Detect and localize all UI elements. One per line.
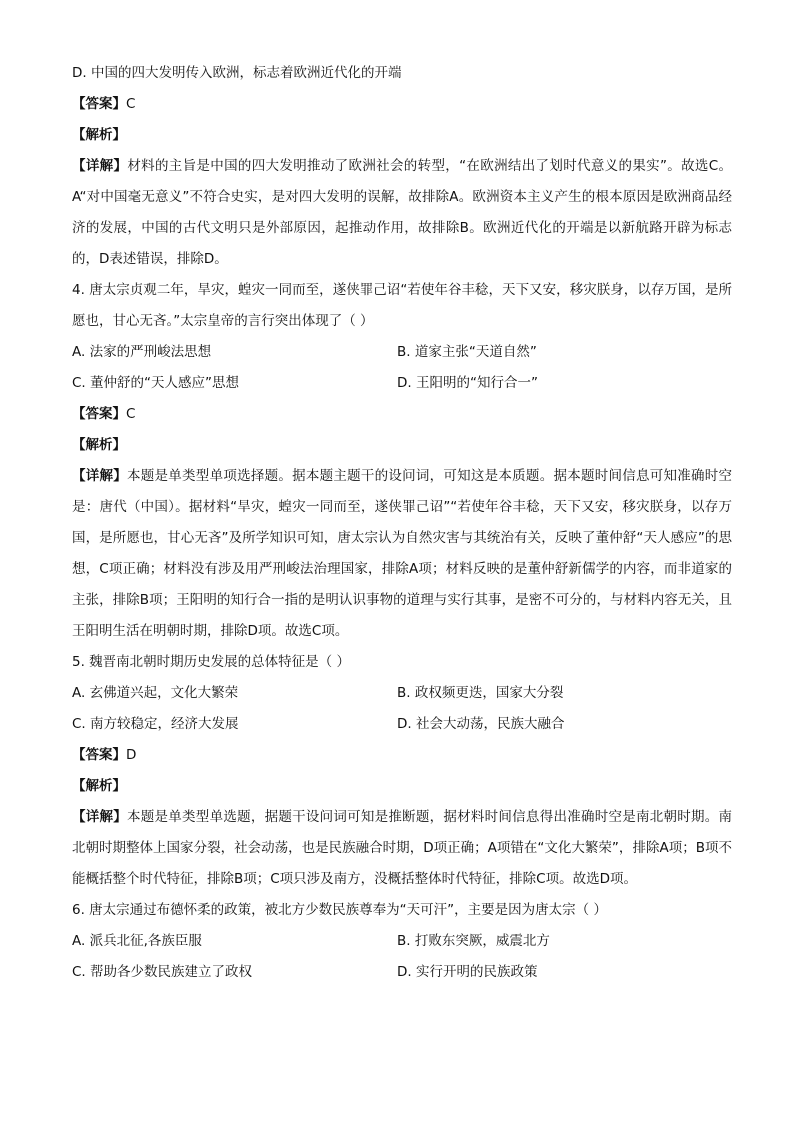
q5-options-row-2 [72, 709, 732, 740]
q5-analysis-tag [72, 771, 732, 802]
detail-text: 材料的主旨是中国的四大发明推动了欧洲社会的转型，“在欧洲结出了划时代意义的果实”。故选C。A“对中国毫无意义”不符合史实，是对四大发明的误解，故排除A。欧洲资本主义产生的根本原因是欧洲商品经济的发展，中国的古代文明只是外部原因，起推动作用，故排除B。欧洲近代化的开端是以新航路开辟为标志的，D表述错误，排除D。 [72, 158, 733, 267]
answer-tag: 【答案】 [72, 96, 126, 112]
q4-answer [72, 399, 732, 430]
document-page [72, 58, 732, 988]
q3-detail [72, 151, 732, 275]
q4-options-row-2 [72, 368, 732, 399]
detail-tag: 【详解】 [72, 158, 128, 174]
q4-option-c: C. 董仲舒的“天人感应”思想 [72, 375, 239, 391]
detail-text: 本题是单类型单选题，据题干设问词可知是推断题，据材料时间信息得出准确时空是南北朝时期。南北朝时期整体上国家分裂，社会动荡，也是民族融合时期，D项正确；A项错在“文化大繁荣”，排除A项；B项不能概括整个时代特征，排除B项；C项只涉及南方，没概括整体时代特征，排除C项。故选D项。 [72, 809, 733, 887]
q4-option-a: A. 法家的严刑峻法思想 [72, 344, 212, 360]
q5-option-b: B. 政权频更迭，国家大分裂 [397, 685, 564, 701]
q5-option-d: D. 社会大动荡，民族大融合 [397, 716, 565, 732]
q4-option-d: D. 王阳明的“知行合一” [397, 375, 538, 391]
q6-stem: 6. 唐太宗通过布德怀柔的政策，被北方少数民族尊奉为“天可汗”，主要是因为唐太宗（ ） [72, 902, 607, 918]
q4-options-row-1 [72, 337, 732, 368]
detail-text: 本题是单类型单项选择题。据本题主题干的设问词，可知这是本质题。据本题时间信息可知准确时空是：唐代（中国）。据材料“旱灾，蝗灾一同而至，遂侠罪己诏”“若使年谷丰稔，天下又安，移灾朕身，以存万国，是所愿也，甘心无吝”及所学知识可知，唐太宗认为自然灾害与其统治有关，反映了董仲舒“天人感应”的思想，C项正确；材料没有涉及用严刑峻法治理国家，排除A项；材料反映的是董仲舒新儒学的内容，而非道家的主张，排除B项；王阳明的知行合一指的是明认识事物的道理与实行其事，是密不可分的，与材料内容无关，且王阳明生活在明朝时期，排除D项。故选C项。 [72, 468, 733, 639]
q3-answer [72, 89, 732, 120]
q3-analysis-tag [72, 120, 732, 151]
answer-tag: 【答案】 [72, 747, 126, 763]
q6-option-d: D. 实行开明的民族政策 [397, 964, 538, 980]
q5-detail [72, 802, 732, 895]
q5-answer [72, 740, 732, 771]
q4-option-b: B. 道家主张“天道自然” [397, 344, 537, 360]
analysis-tag: 【解析】 [72, 127, 126, 143]
q5-option-a: A. 玄佛道兴起，文化大繁荣 [72, 685, 239, 701]
q5-options-row-1 [72, 678, 732, 709]
q6-options-row-2 [72, 957, 732, 988]
q4-stem: 4. 唐太宗贞观二年，旱灾，蝗灾一同而至，遂侠罪己诏“若使年谷丰稔，天下又安，移灾朕身，以存万国，是所愿也，甘心无吝。”太宗皇帝的言行突出体现了（ ） [72, 282, 732, 329]
q6-option-c: C. 帮助各少数民族建立了政权 [72, 964, 253, 980]
q3-option-d: D. 中国的四大发明传入欧洲，标志着欧洲近代化的开端 [72, 65, 402, 81]
answer-value: C [126, 406, 136, 422]
answer-value: C [126, 96, 136, 112]
detail-tag: 【详解】 [72, 809, 128, 825]
answer-value: D [126, 747, 137, 763]
q5-option-c: C. 南方较稳定，经济大发展 [72, 716, 239, 732]
q4-analysis-tag [72, 430, 732, 461]
q6-option-b: B. 打败东突厥，威震北方 [397, 933, 550, 949]
q4-detail [72, 461, 732, 647]
detail-tag: 【详解】 [72, 468, 128, 484]
answer-tag: 【答案】 [72, 406, 126, 422]
q6-option-a: A. 派兵北征,各族臣服 [72, 933, 202, 949]
analysis-tag: 【解析】 [72, 437, 126, 453]
q6-options-row-1 [72, 926, 732, 957]
q5-stem: 5. 魏晋南北朝时期历史发展的总体特征是（ ） [72, 654, 350, 670]
analysis-tag: 【解析】 [72, 778, 126, 794]
